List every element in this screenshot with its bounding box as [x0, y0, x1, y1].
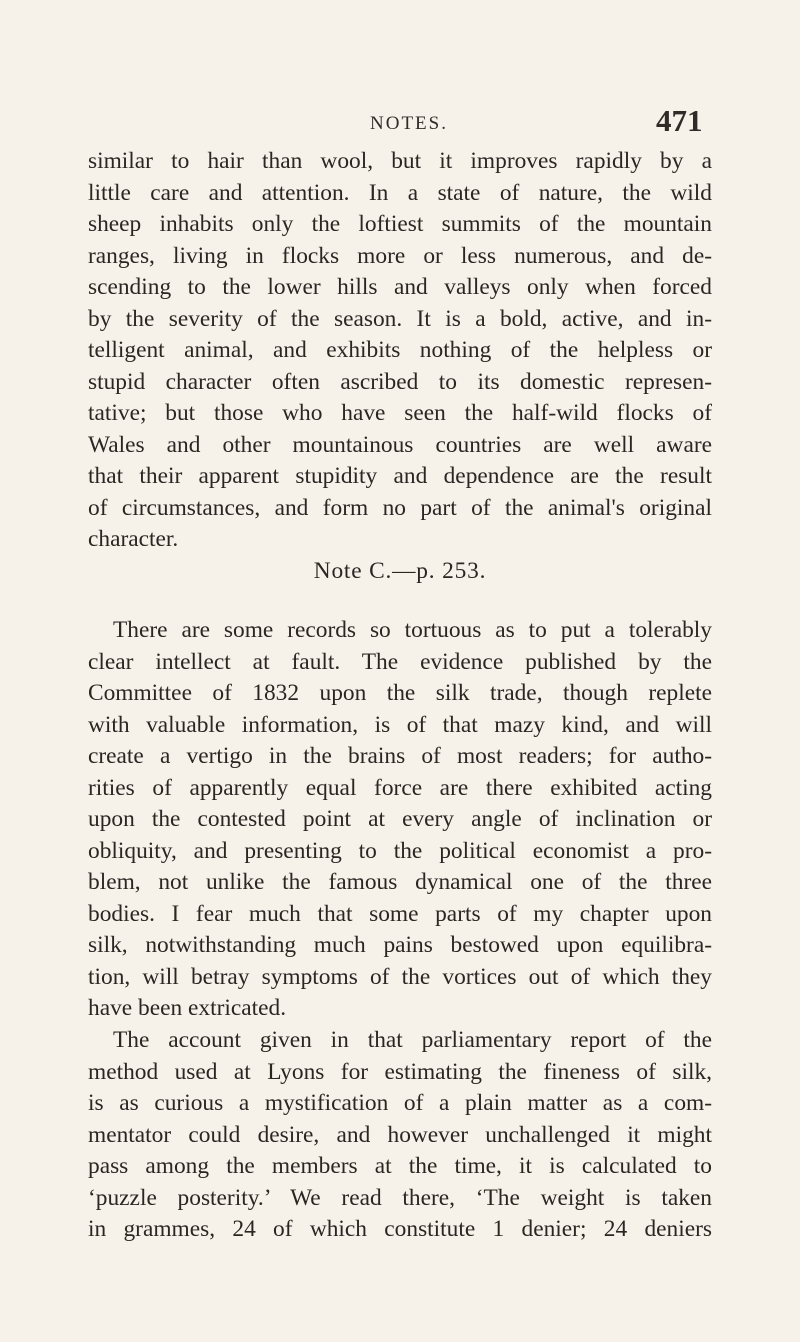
text-line: There are some records so tortuous as to put a tolerably: [113, 617, 712, 643]
running-head: [0, 103, 800, 143]
text-line: blem, not unlike the famous dynamical one of the three: [88, 869, 712, 895]
text-line: similar to hair than wool, but it improves rapidly by a: [88, 148, 712, 174]
text-line: Committee of 1832 upon the silk trade, though replete: [88, 680, 712, 706]
text-line: scending to the lower hills and valleys only when forced: [88, 274, 712, 300]
note-heading: Note C.—p. 253.: [313, 558, 487, 584]
text-line: mentator could desire, and however unchallenged it might: [88, 1121, 712, 1148]
text-line: The account given in that parliamentary report of the: [113, 1027, 712, 1053]
text-line: tion, will betray symptoms of the vortices out of which they: [88, 963, 712, 990]
text-line: stupid character often ascribed to its domestic represen-: [88, 368, 712, 395]
text-line: sheep inhabits only the loftiest summits of the mountain: [88, 211, 712, 237]
text-line: ‘puzzle posterity.’ We read there, ‘The weight is taken: [88, 1184, 712, 1211]
text-line: upon the contested point at every angle of inclination or: [88, 806, 712, 832]
text-line: silk, notwithstanding much pains bestowed upon equilibra-: [88, 932, 712, 958]
text-line: tative; but those who have seen the half-wild flocks of: [88, 400, 712, 426]
text-line: method used at Lyons for estimating the fineness of silk,: [88, 1058, 712, 1085]
text-line: in grammes, 24 of which constitute 1 denier; 24 deniers: [88, 1216, 712, 1242]
text-line: by the severity of the season. It is a bold, active, and in-: [88, 305, 712, 332]
page-number: 471: [656, 103, 703, 138]
text-line: is as curious a mystification of a plain matter as a com-: [88, 1090, 712, 1116]
text-line: bodies. I fear much that some parts of my chapter upon: [88, 900, 712, 927]
text-line: character.: [88, 526, 179, 552]
text-line: telligent animal, and exhibits nothing of the helpless or: [88, 337, 712, 363]
text-line: little care and attention. In a state of nature, the wild: [88, 179, 712, 206]
text-line: have been extricated.: [88, 995, 287, 1021]
text-line: of circumstances, and form no part of the animal's original: [88, 494, 712, 521]
text-line: pass among the members at the time, it is calculated to: [88, 1153, 712, 1179]
text-line: that their apparent stupidity and dependence are the result: [88, 463, 712, 489]
running-head-title: NOTES.: [370, 113, 448, 134]
text-line: ranges, living in flocks more or less numerous, and de-: [88, 242, 712, 269]
text-line: create a vertigo in the brains of most readers; for autho-: [88, 743, 712, 769]
text-line: clear intellect at fault. The evidence published by the: [88, 648, 712, 675]
text-line: obliquity, and presenting to the political economist a pro-: [88, 837, 712, 864]
text-line: rities of apparently equal force are there exhibited acting: [88, 774, 712, 801]
text-line: with valuable information, is of that mazy kind, and will: [88, 711, 712, 738]
text-line: Wales and other mountainous countries are well aware: [88, 431, 712, 458]
